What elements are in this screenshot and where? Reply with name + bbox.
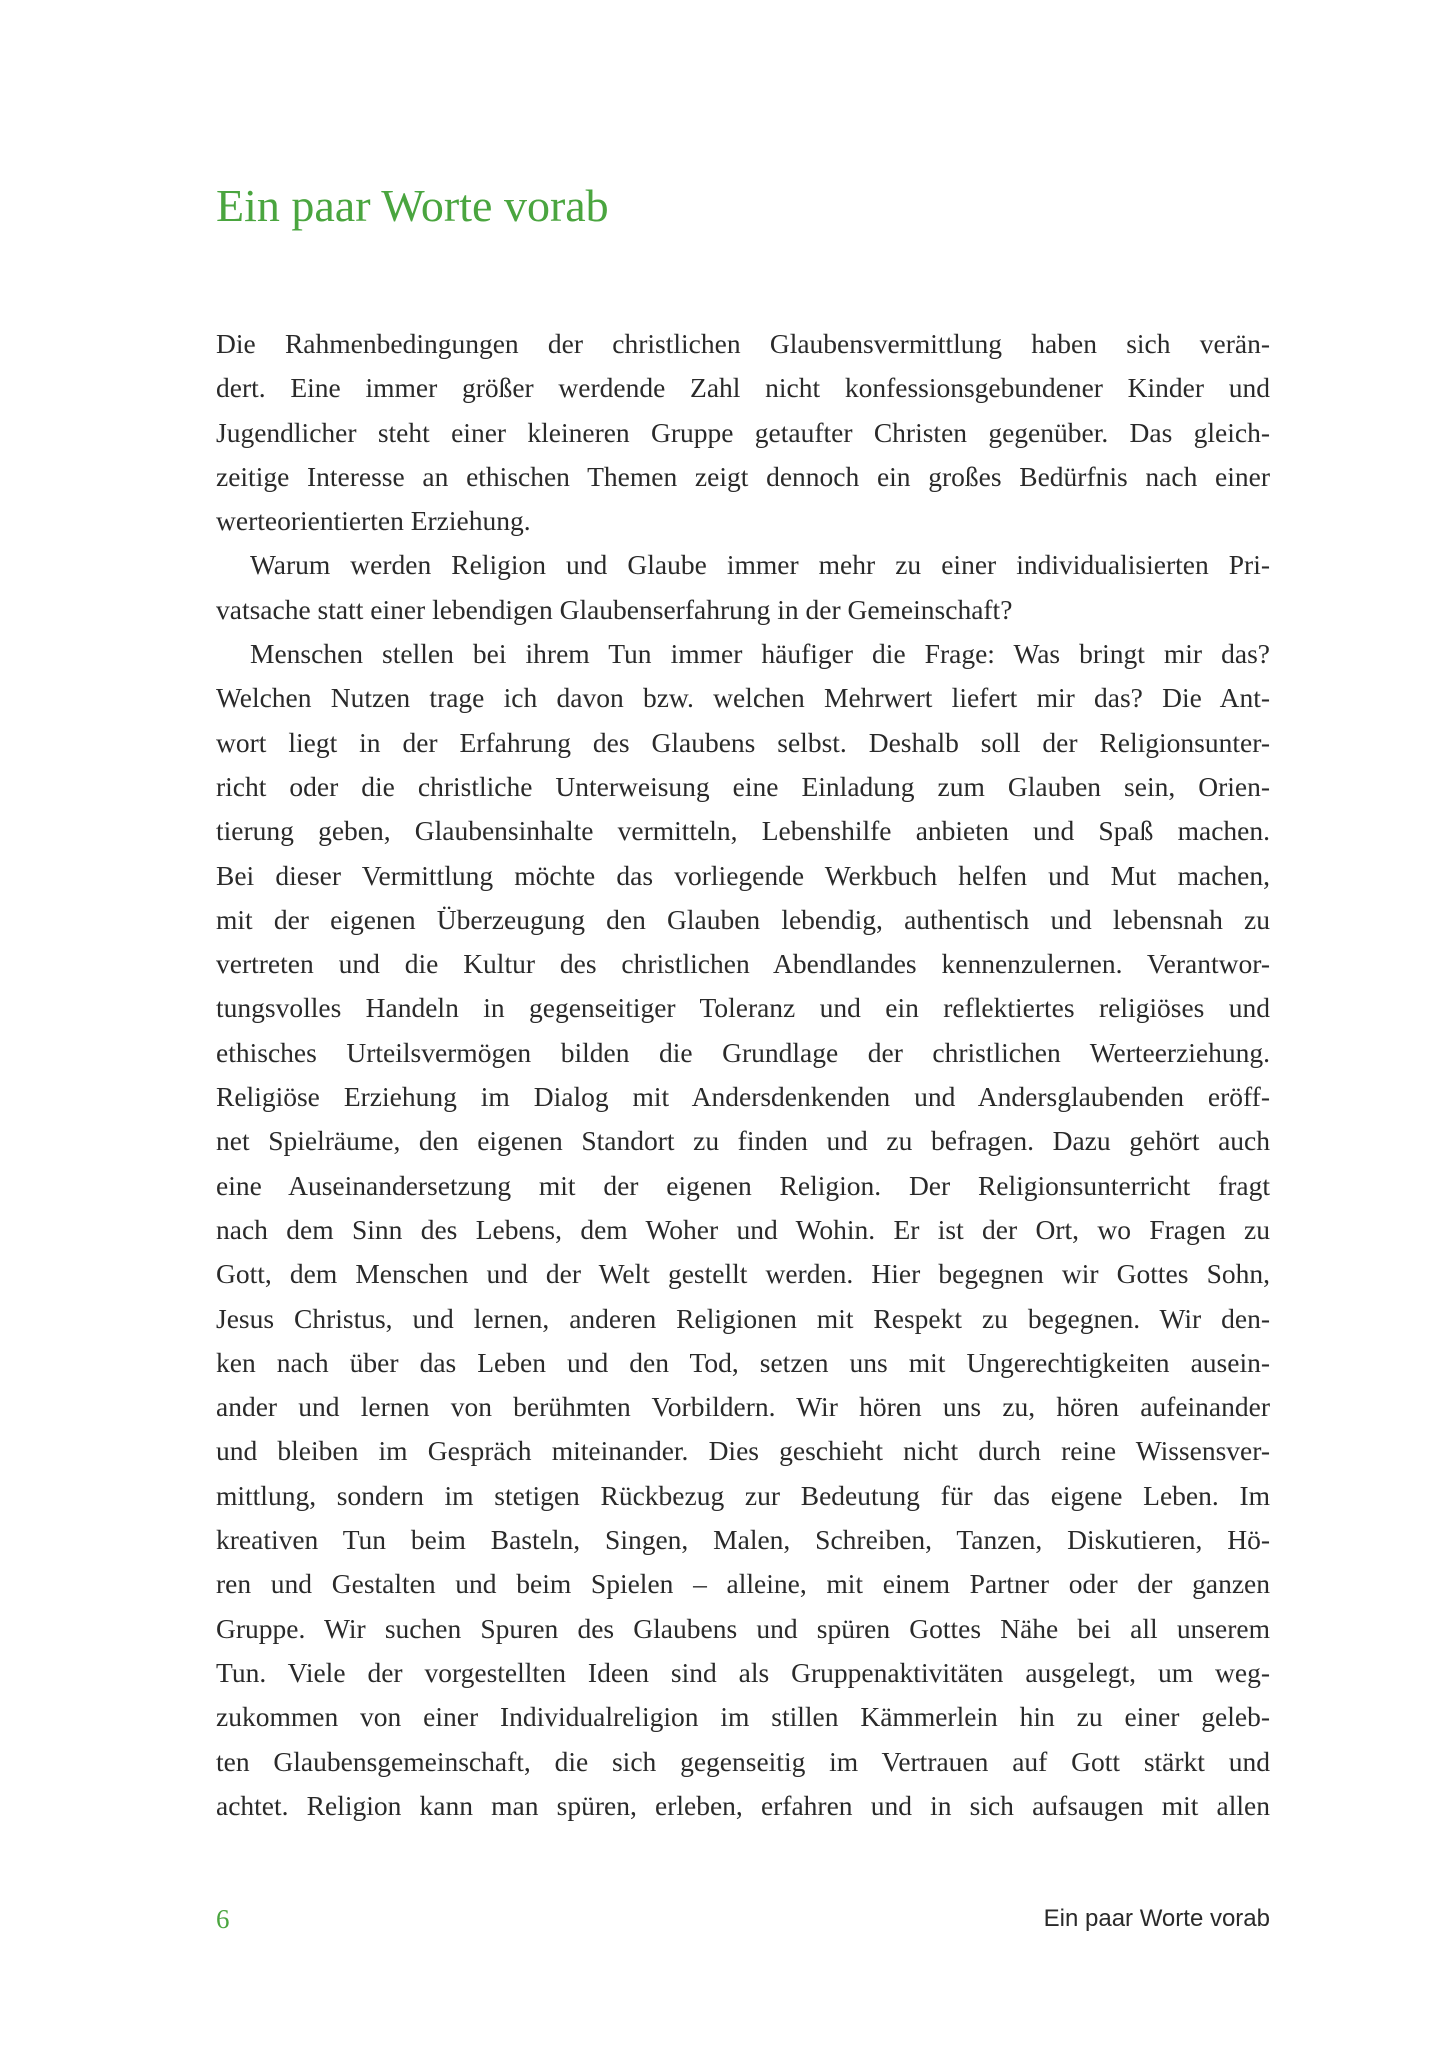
text-line: Jugendlicher steht einer kleineren Gruppe getaufter Christen gegenüber. Das gleich- [216, 416, 1270, 448]
text-line: eine Auseinandersetzung mit der eigenen Religion. Der Religionsunterricht fragt [216, 1169, 1270, 1201]
text-line: kreativen Tun beim Basteln, Singen, Malen, Schreiben, Tanzen, Diskutieren, Hö- [216, 1524, 1270, 1556]
text-line: Welchen Nutzen trage ich davon bzw. welchen Mehrwert liefert mir das? Die Ant- [216, 682, 1270, 714]
text-line: Gruppe. Wir suchen Spuren des Glaubens und spüren Gottes Nähe bei all unserem [216, 1612, 1270, 1644]
text-line: Jesus Christus, und lernen, anderen Religionen mit Respekt zu begegnen. Wir den- [216, 1302, 1270, 1334]
text-line: nach dem Sinn des Lebens, dem Woher und Wohin. Er ist der Ort, wo Fragen zu [216, 1213, 1270, 1245]
text-line: ten Glaubensgemeinschaft, die sich gegenseitig im Vertrauen auf Gott stärkt und [216, 1745, 1270, 1777]
text-line: ken nach über das Leben und den Tod, setzen uns mit Ungerechtigkeiten ausein- [216, 1346, 1270, 1378]
text-line: ander und lernen von berühmten Vorbildern. Wir hören uns zu, hören aufeinander [216, 1391, 1270, 1423]
text-line: mittlung, sondern im stetigen Rückbezug zur Bedeutung für das eigene Leben. Im [216, 1479, 1270, 1511]
page-title: Ein paar Worte vorab [216, 180, 609, 231]
text-line: vertreten und die Kultur des christlichen Abendlandes kennenzulernen. Verantwor- [216, 948, 1270, 980]
text-line: werteorientierten Erziehung. [216, 505, 531, 537]
page-number: 6 [216, 1904, 230, 1934]
text-line: ethisches Urteilsvermögen bilden die Grundlage der christlichen Werteerziehung. [216, 1036, 1270, 1068]
text-line: mit der eigenen Überzeugung den Glauben lebendig, authentisch und lebensnah zu [216, 903, 1270, 935]
text-line: achtet. Religion kann man spüren, erleben, erfahren und in sich aufsaugen mit allen [216, 1789, 1270, 1821]
body-text [216, 322, 1270, 1828]
text-line: Warum werden Religion und Glaube immer mehr zu einer individualisierten Pri- [250, 549, 1270, 581]
text-line: ren und Gestalten und beim Spielen – alleine, mit einem Partner oder der ganzen [216, 1568, 1270, 1600]
text-line: richt oder die christliche Unterweisung eine Einladung zum Glauben sein, Orien- [216, 770, 1270, 802]
text-line: vatsache statt einer lebendigen Glaubenserfahrung in der Gemeinschaft? [216, 593, 1013, 625]
text-line: dert. Eine immer größer werdende Zahl nicht konfessionsgebundener Kinder und [216, 372, 1270, 404]
running-title: Ein paar Worte vorab [1043, 1905, 1270, 1932]
text-line: Tun. Viele der vorgestellten Ideen sind als Gruppenaktivitäten ausgelegt, um weg- [216, 1656, 1270, 1688]
text-line: zeitige Interesse an ethischen Themen zeigt dennoch ein großes Bedürfnis nach einer [216, 460, 1270, 492]
text-line: net Spielräume, den eigenen Standort zu finden und zu befragen. Dazu gehört auch [216, 1125, 1270, 1157]
text-line: Bei dieser Vermittlung möchte das vorliegende Werkbuch helfen und Mut machen, [216, 859, 1270, 891]
text-line: zukommen von einer Individualreligion im stillen Kämmerlein hin zu einer geleb- [216, 1701, 1270, 1733]
text-line: Gott, dem Menschen und der Welt gestellt werden. Hier begegnen wir Gottes Sohn, [216, 1258, 1270, 1290]
text-line: Die Rahmenbedingungen der christlichen Glaubensvermittlung haben sich verän- [216, 328, 1270, 359]
text-line: Menschen stellen bei ihrem Tun immer häufiger die Frage: Was bringt mir das? [250, 638, 1270, 670]
text-line: wort liegt in der Erfahrung des Glaubens selbst. Deshalb soll der Religionsunter- [216, 726, 1270, 758]
text-line: tierung geben, Glaubensinhalte vermitteln, Lebenshilfe anbieten und Spaß machen. [216, 815, 1270, 847]
text-line: tungsvolles Handeln in gegenseitiger Toleranz und ein reflektiertes religiöses und [216, 992, 1270, 1024]
text-line: und bleiben im Gespräch miteinander. Dies geschieht nicht durch reine Wissensver- [216, 1435, 1270, 1467]
text-line: Religiöse Erziehung im Dialog mit Andersdenkenden und Andersglaubenden eröff- [216, 1081, 1270, 1113]
